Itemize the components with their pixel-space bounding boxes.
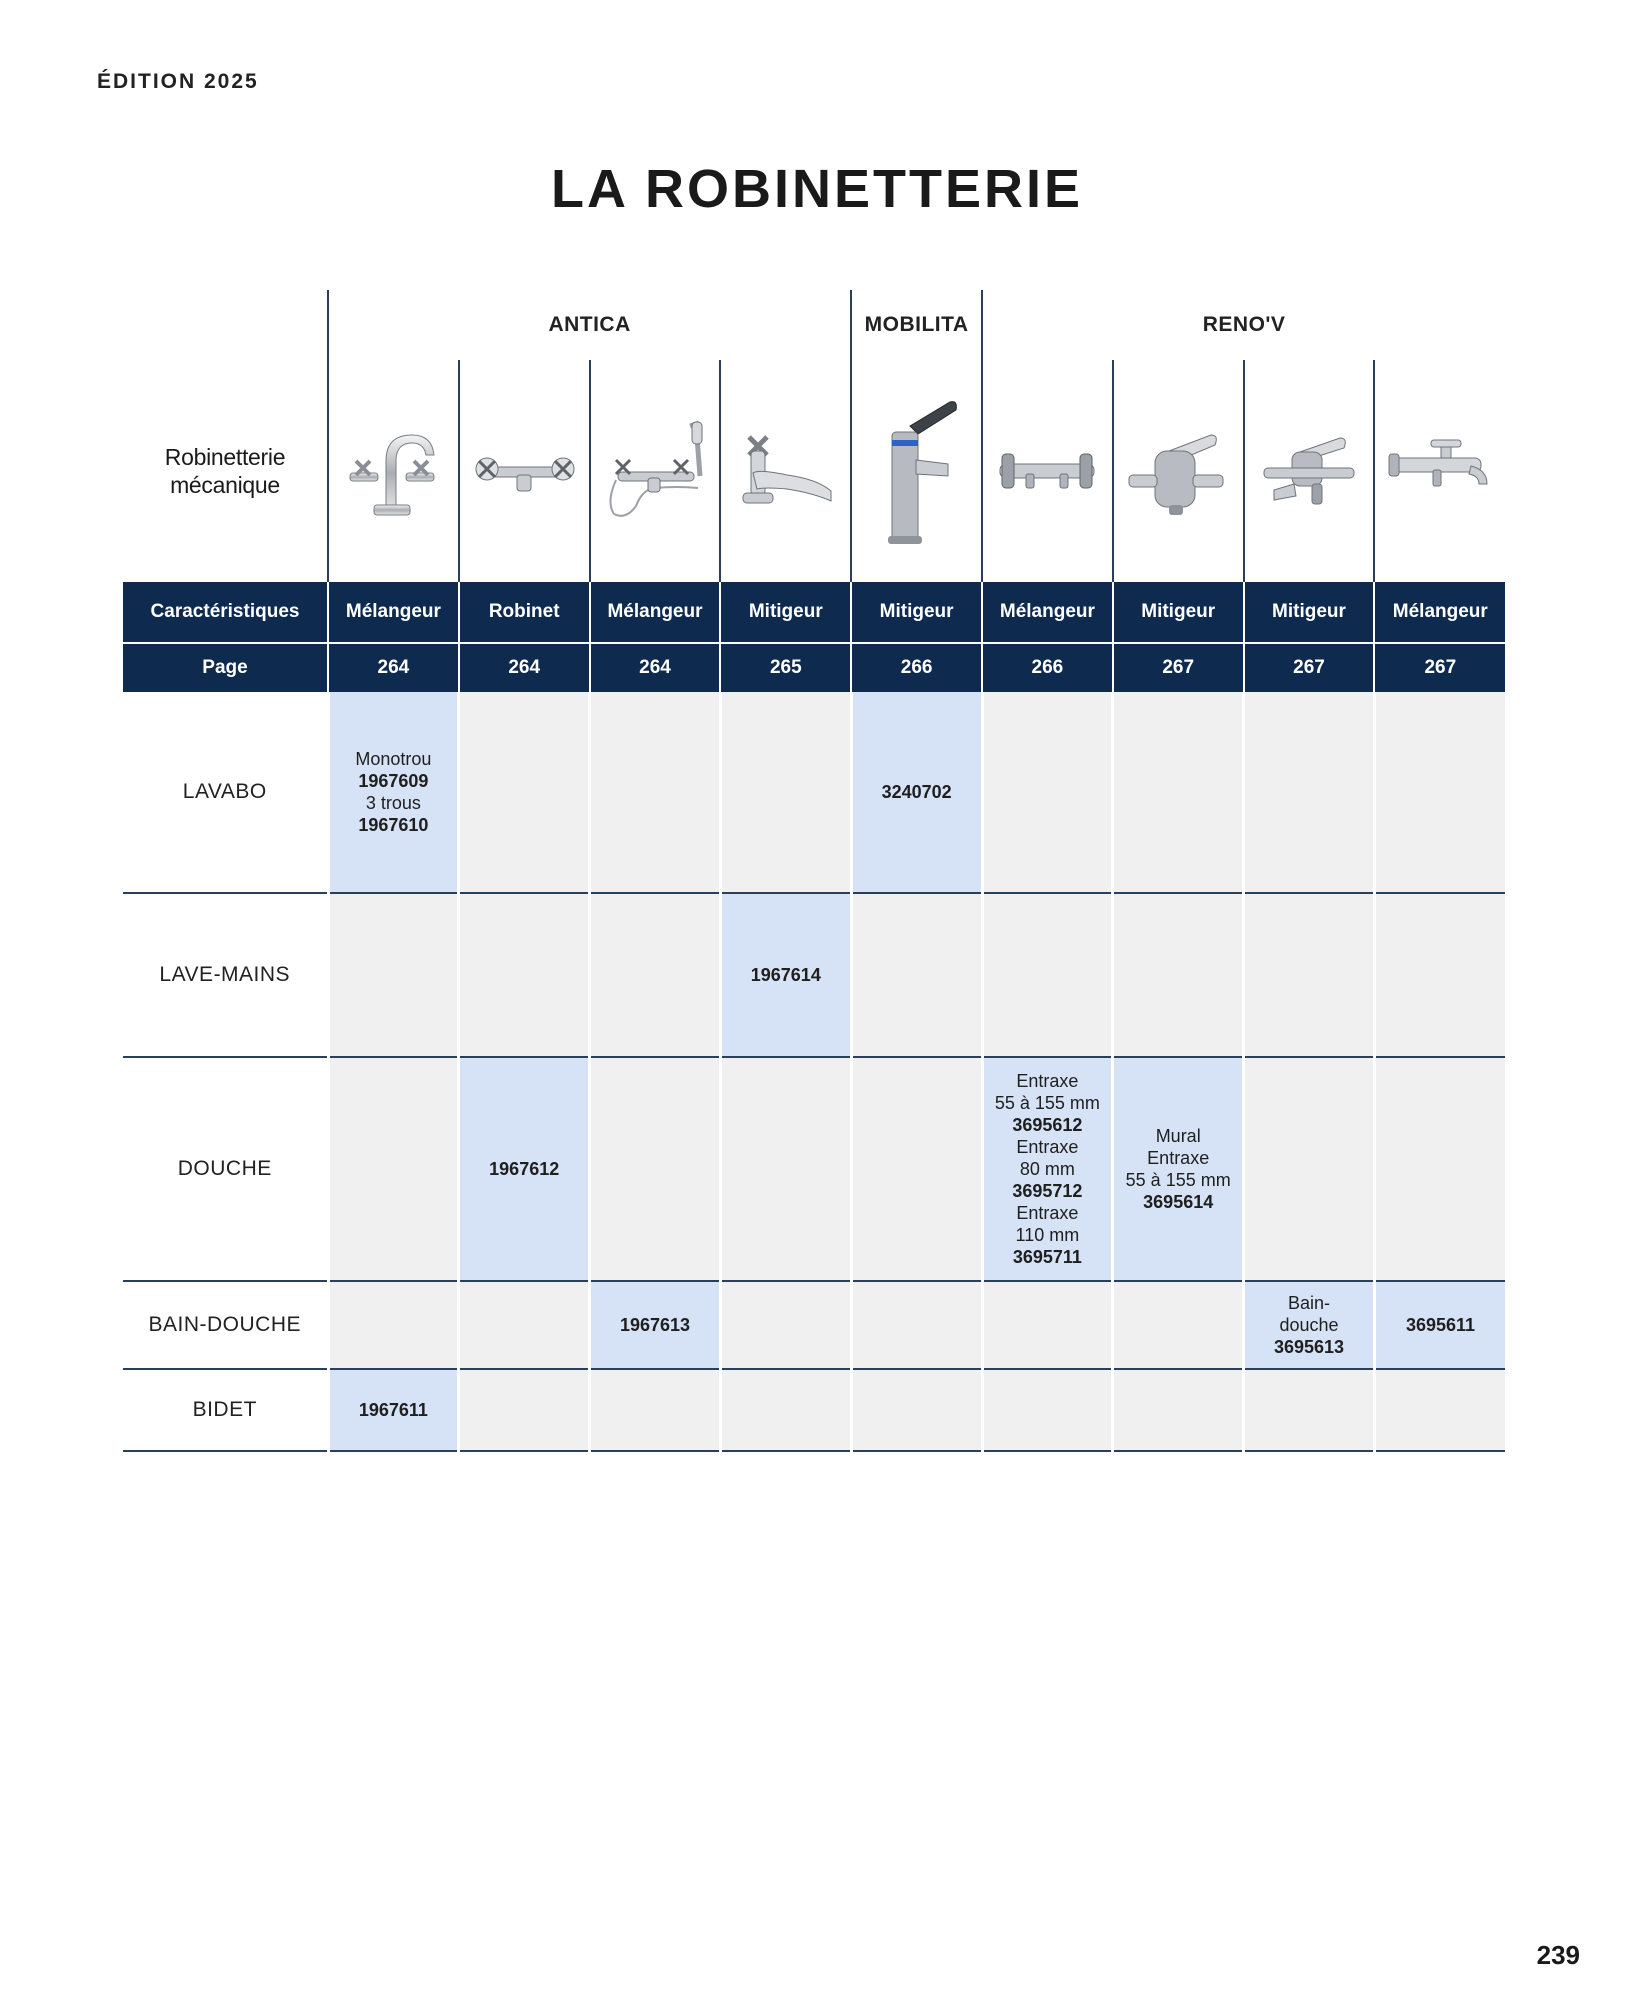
table-row [123,1057,1505,1281]
table-cell [328,1281,459,1369]
product-image-1 [328,360,459,582]
row-title-cell [123,360,328,582]
table-cell [1113,1057,1244,1281]
brand-name: ANTICA [548,313,631,336]
table-cell [1374,1057,1505,1281]
page-cell: 266 [851,643,982,692]
table-cell [720,1057,851,1281]
table-cell [1113,1369,1244,1451]
reference-code: 3240702 [881,782,952,802]
table-cell [1244,893,1375,1057]
antica-shower-tap-icon [465,441,583,501]
cell-text: Entraxe [1016,1137,1079,1157]
table-cell [590,1369,721,1451]
page-cell: 267 [1374,643,1505,692]
table-cell [720,893,851,1057]
product-image-8 [1244,360,1375,582]
table-cell [1244,1057,1375,1281]
table-cell [851,1057,982,1281]
page-cell: 264 [590,643,721,692]
reference-code: 1967611 [358,1400,428,1420]
brand-renov [982,290,1505,360]
brand-name: RENO'V [1202,313,1286,336]
cell-text: 110 mm [1015,1225,1080,1245]
table-cell [459,893,590,1057]
characteristic-cell: Mélangeur [590,582,721,643]
page-number: 239 [1536,1940,1580,1970]
cell-text: douche [1279,1315,1339,1335]
row-title: Robinetterie mécanique [164,444,286,498]
table-cell [720,692,851,893]
renov-bath-mixer-2-icon [1381,436,1499,506]
page-row-label: Page [123,643,328,692]
brand-antica [328,290,851,360]
characteristic-cell: Mélangeur [328,582,459,643]
characteristic-cell: Mitigeur [720,582,851,643]
table-cell [1374,1369,1505,1451]
faucet-table [123,290,1505,1452]
reference-code: 3695614 [1143,1192,1214,1212]
row-label: BAIN-DOUCHE [123,1281,328,1369]
table-cell [1244,1369,1375,1451]
cell-text: Entraxe [1147,1148,1210,1168]
product-image-9 [1374,360,1505,582]
table-cell [1244,1281,1375,1369]
row-label: DOUCHE [123,1057,328,1281]
table-cell [851,893,982,1057]
table-cell [720,1369,851,1451]
cell-text: Bain- [1287,1293,1330,1313]
product-image-4 [720,360,851,582]
table-cell [720,1281,851,1369]
reference-code: 3695613 [1273,1337,1345,1357]
page-title: LA ROBINETTERIE [550,159,1083,219]
reference-code: 1967610 [358,815,429,835]
table-cell [459,692,590,893]
brand-row [123,290,1505,360]
table-cell [590,692,721,893]
characteristic-cell: Mélangeur [1374,582,1505,643]
reference-code: 3695612 [1012,1115,1083,1135]
table-cell [590,1057,721,1281]
page-cell: 264 [459,643,590,692]
cell-text: 3 trous [365,793,421,813]
cell-text: Monotrou [355,749,432,769]
characteristics-row [123,582,1505,643]
table-cell [590,893,721,1057]
row-label: LAVABO [123,692,328,893]
reference-code: 1967612 [489,1159,560,1179]
table-cell [1113,1281,1244,1369]
reference-code: 1967614 [750,965,821,985]
product-image-5 [851,360,982,582]
cell-text: 55 à 155 mm [994,1093,1100,1113]
table-cell [982,1057,1113,1281]
table-cell [851,1281,982,1369]
table-cell [328,692,459,893]
renov-wall-mixer-icon [1119,421,1237,521]
brand-mobilita [851,290,982,360]
cell-text: 55 à 155 mm [1125,1170,1231,1190]
characteristics-row-label: Caractéristiques [123,582,328,643]
table-cell [459,1281,590,1369]
table-cell [982,893,1113,1057]
table-cell [851,1369,982,1451]
characteristic-cell: Mitigeur [1244,582,1375,643]
table-row [123,692,1505,893]
table-cell [1113,893,1244,1057]
cell-text: Mural [1155,1126,1201,1146]
page-cell: 266 [982,643,1113,692]
table-cell [590,1281,721,1369]
product-image-2 [459,360,590,582]
page-cell: 267 [1113,643,1244,692]
renov-thermostatic-bar-icon [988,446,1106,496]
table-cell [328,893,459,1057]
antica-basin-tap-icon [727,421,845,521]
table-row [123,893,1505,1057]
brand-name: MOBILITA [864,313,969,336]
table-cell [1244,692,1375,893]
reference-code: 1967609 [358,771,429,791]
page-row [123,643,1505,692]
page-cell: 267 [1244,643,1375,692]
table-cell [982,692,1113,893]
page-cell: 265 [720,643,851,692]
brand-corner [123,290,328,360]
table-row [123,1369,1505,1451]
product-image-6 [982,360,1113,582]
characteristic-cell: Mélangeur [982,582,1113,643]
table-cell [1374,692,1505,893]
reference-code: 3695712 [1012,1181,1083,1201]
cell-text: Entraxe [1016,1071,1079,1091]
cell-text: Entraxe [1016,1203,1079,1223]
characteristic-cell: Mitigeur [1113,582,1244,643]
product-image-7 [1113,360,1244,582]
table-cell [982,1369,1113,1451]
product-image-3 [590,360,721,582]
table-cell [982,1281,1113,1369]
characteristic-cell: Mitigeur [851,582,982,643]
table-cell [328,1369,459,1451]
table-cell [459,1057,590,1281]
reference-code: 3695711 [1012,1247,1082,1267]
page-cell: 264 [328,643,459,692]
table-cell [851,692,982,893]
table-cell [1113,692,1244,893]
product-image-row [123,360,1505,582]
table-cell [328,1057,459,1281]
antica-bath-shower-mixer-icon [596,416,714,526]
renov-bath-mixer-icon [1250,426,1368,516]
table-cell [1374,893,1505,1057]
antica-basin-mixer-icon [334,421,452,521]
faucet-table-container [123,290,1505,1452]
table-row [123,1281,1505,1369]
row-label: LAVE-MAINS [123,893,328,1057]
edition-label: ÉDITION 2025 [97,70,259,93]
table-cell [1374,1281,1505,1369]
reference-code: 1967613 [619,1315,691,1335]
cell-text: 80 mm [1019,1159,1075,1179]
row-label: BIDET [123,1369,328,1451]
table-cell [459,1369,590,1451]
characteristic-cell: Robinet [459,582,590,643]
mobilita-mixer-icon [858,396,976,546]
reference-code: 3695611 [1405,1315,1476,1335]
